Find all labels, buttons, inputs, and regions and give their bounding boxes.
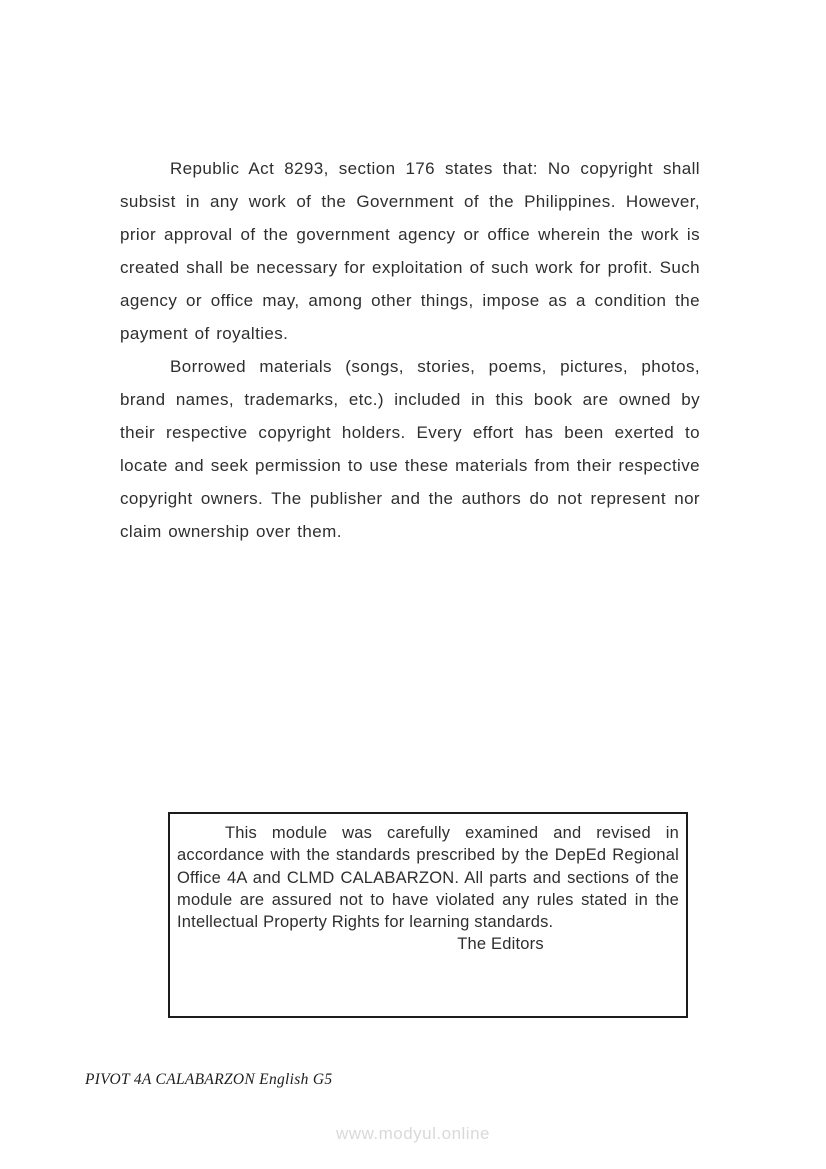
footer-book-title: PIVOT 4A CALABARZON English G5 bbox=[85, 1071, 333, 1088]
editors-signature: The Editors bbox=[457, 935, 544, 954]
watermark-text: www.modyul.online bbox=[335, 1124, 490, 1143]
borrowed-materials-paragraph: Borrowed materials (songs, stories, poems, pictures, photos, brand names, trademarks, etc.) included in this book are owned by their respective copyright holders. Every effort has been exerted to locate and seek permission to use these materials from their respective copyright owners. The publisher and the authors do not represent nor claim ownership over them. bbox=[120, 357, 700, 541]
copyright-paragraph: Republic Act 8293, section 176 states that: No copyright shall subsist in any work of the Government of the Philippines. However, prior approval of the government agency or office wherein the work is created shall be necessary for exploitation of such work for profit. Such agency or office may, among other things, impose as a condition the payment of royalties. bbox=[120, 159, 700, 343]
notice-body-text: This module was carefully examined and revised in accordance with the standards prescribed by the DepEd Regional Office 4A and CLMD CALABARZON. All parts and sections of the module are assured not to have violated any rules stated in the Intellectual Property Rights for learning standards. bbox=[177, 824, 679, 932]
editors-notice-box bbox=[168, 812, 688, 1018]
copyright-text-block bbox=[120, 152, 700, 548]
